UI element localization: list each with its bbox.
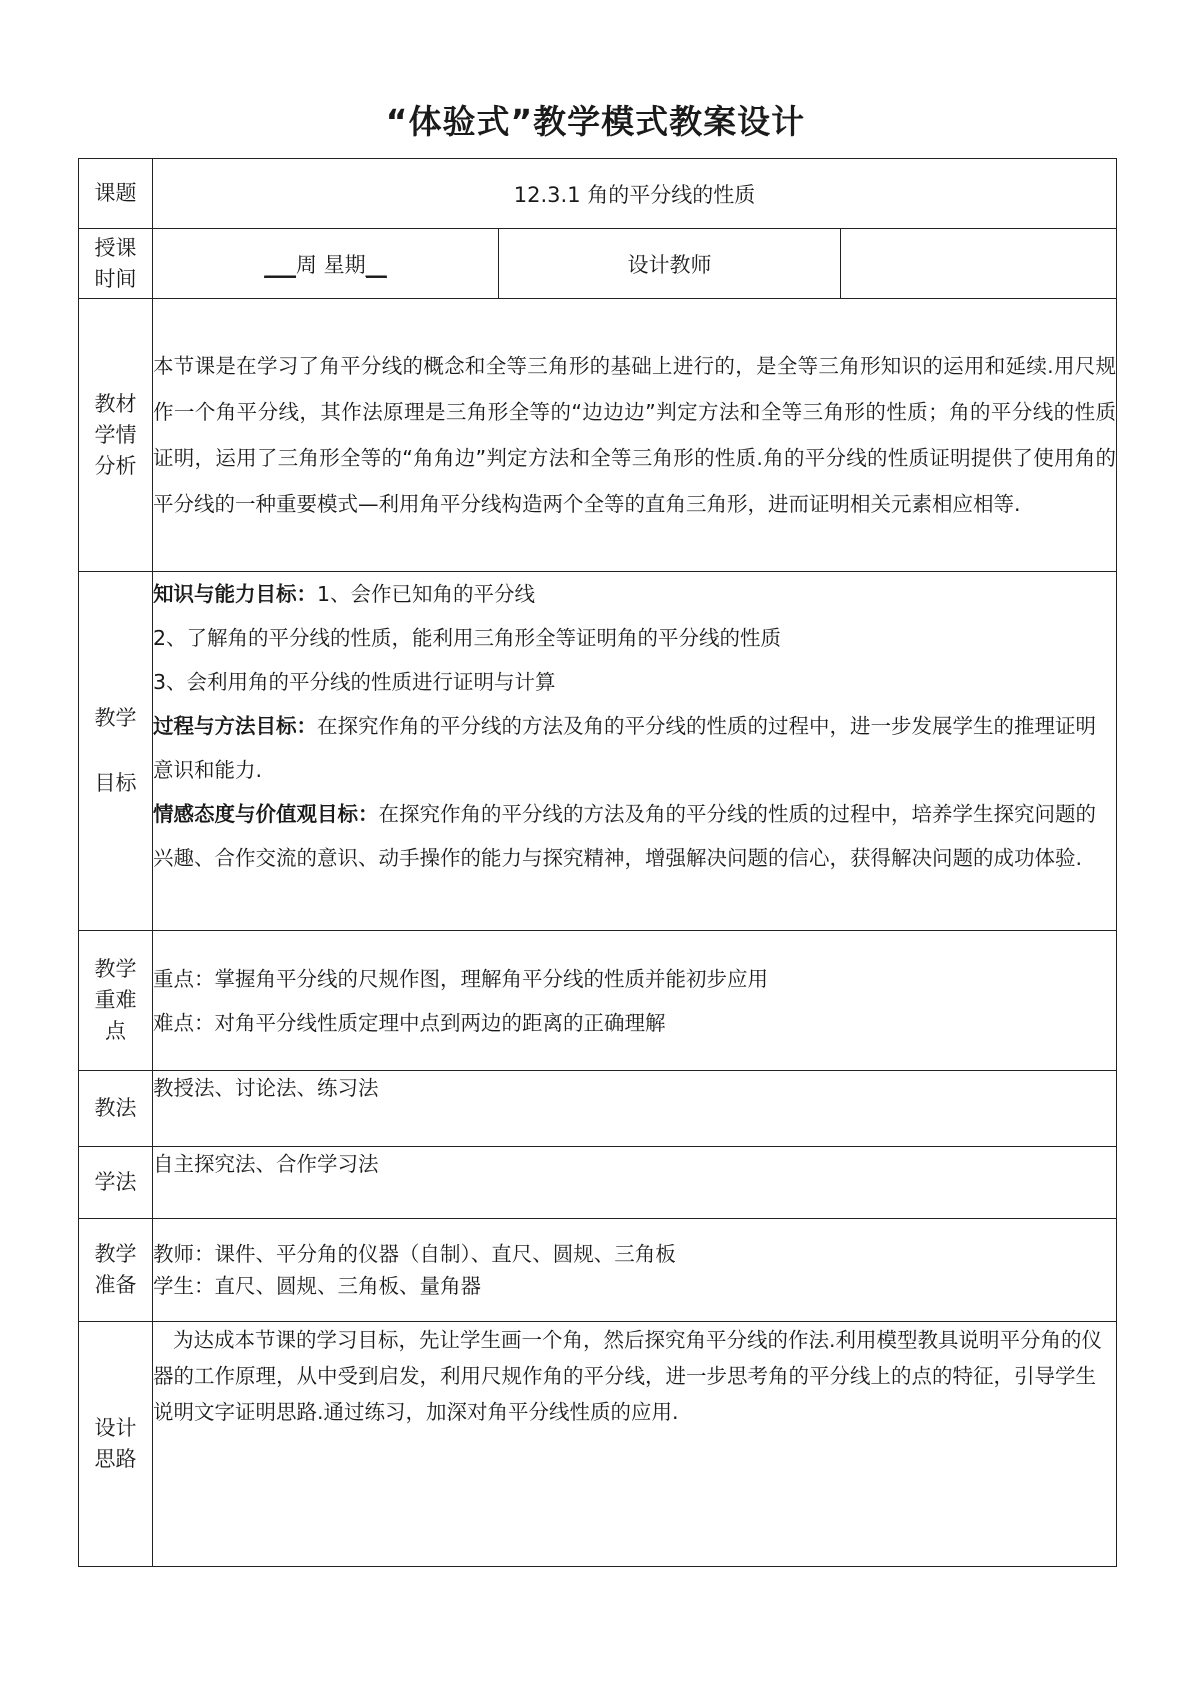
- design-text: 为达成本节课的学习目标，先让学生画一个角，然后探究角平分线的作法.利用模型教具说明平分角的仪器的工作原理，从中受到启发，利用尺规作角的平分线，进一步思考角的平分线上的点的特征，引导学生说明文字证明思路.通过练习，加深对角平分线性质的应用.: [153, 1322, 1117, 1567]
- topic-row: [79, 159, 1117, 229]
- emotion-text: 在探究作角的平分线的方法及角的平分线的性质的过程中，培养学生探究问题的兴趣、合作交流的意识、动手操作的能力与探究精神，增强解决问题的信心，获得解决问题的成功体验.: [153, 802, 1096, 870]
- page-title: “体验式”教学模式教案设计: [385, 102, 806, 141]
- process-title: 过程与方法目标：: [153, 714, 317, 738]
- learning-method-row: [79, 1147, 1117, 1219]
- emotion-title: 情感态度与价值观目标：: [153, 802, 379, 826]
- teaching-method-label: 教法: [79, 1071, 153, 1147]
- week-field: ___周 星期__: [153, 229, 499, 299]
- knowledge-2: 2、了解角的平分线的性质，能利用三角形全等证明角的平分线的性质: [153, 626, 782, 650]
- time-label: 授课 时间: [79, 229, 153, 299]
- preparation-content: [153, 1219, 1117, 1322]
- preparation-row: [79, 1219, 1117, 1322]
- knowledge-3: 3、会利用角的平分线的性质进行证明与计算: [153, 670, 556, 694]
- analysis-text: 本节课是在学习了角平分线的概念和全等三角形的基础上进行的，是全等三角形知识的运用和延续.用尺规作一个角平分线，其作法原理是三角形全等的“边边边”判定方法和全等三角形的性质；角的平分线的性质证明，运用了三角形全等的“角角边”判定方法和全等三角形的性质.角的平分线的性质证明提供了使用角的平分线的一种重要模式—利用角平分线构造两个全等的直角三角形，进而证明相关元素相应相等.: [153, 299, 1117, 572]
- key-point: 重点：掌握角平分线的尺规作图，理解角平分线的性质并能初步应用: [153, 966, 768, 991]
- analysis-row: [79, 299, 1117, 572]
- knowledge-1: 1、会作已知角的平分线: [317, 582, 536, 606]
- time-row: [79, 229, 1117, 299]
- design-label: 设计 思路: [79, 1322, 153, 1567]
- learning-method-value: 自主探究法、合作学习法: [153, 1147, 1117, 1219]
- student-preparation: 学生：直尺、圆规、三角板、量角器: [153, 1274, 481, 1298]
- teaching-method-row: [79, 1071, 1117, 1147]
- teacher-label: 设计教师: [499, 229, 841, 299]
- teacher-preparation: 教师：课件、平分角的仪器（自制）、直尺、圆规、三角板: [153, 1242, 676, 1266]
- preparation-label: 教学 准备: [79, 1219, 153, 1322]
- teaching-method-value: 教授法、讨论法、练习法: [153, 1071, 1117, 1147]
- lesson-plan-table: [78, 158, 1117, 1567]
- key-points-content: [153, 931, 1117, 1071]
- difficult-point: 难点：对角平分线性质定理中点到两边的距离的正确理解: [153, 1010, 666, 1035]
- key-points-label: 教学 重难 点: [79, 931, 153, 1071]
- design-row: [79, 1322, 1117, 1567]
- analysis-label: 教材 学情 分析: [79, 299, 153, 572]
- goals-row: [79, 572, 1117, 931]
- teacher-value: [841, 229, 1117, 299]
- process-text: 在探究作角的平分线的方法及角的平分线的性质的过程中，进一步发展学生的推理证明意识和能力.: [153, 714, 1096, 782]
- learning-method-label: 学法: [79, 1147, 153, 1219]
- key-points-row: [79, 931, 1117, 1071]
- topic-label: 课题: [79, 159, 153, 229]
- goals-content: [153, 572, 1117, 931]
- goals-label: 教学 目标: [79, 572, 153, 931]
- knowledge-title: 知识与能力目标：: [153, 582, 317, 606]
- topic-value: 12.3.1 角的平分线的性质: [153, 159, 1117, 229]
